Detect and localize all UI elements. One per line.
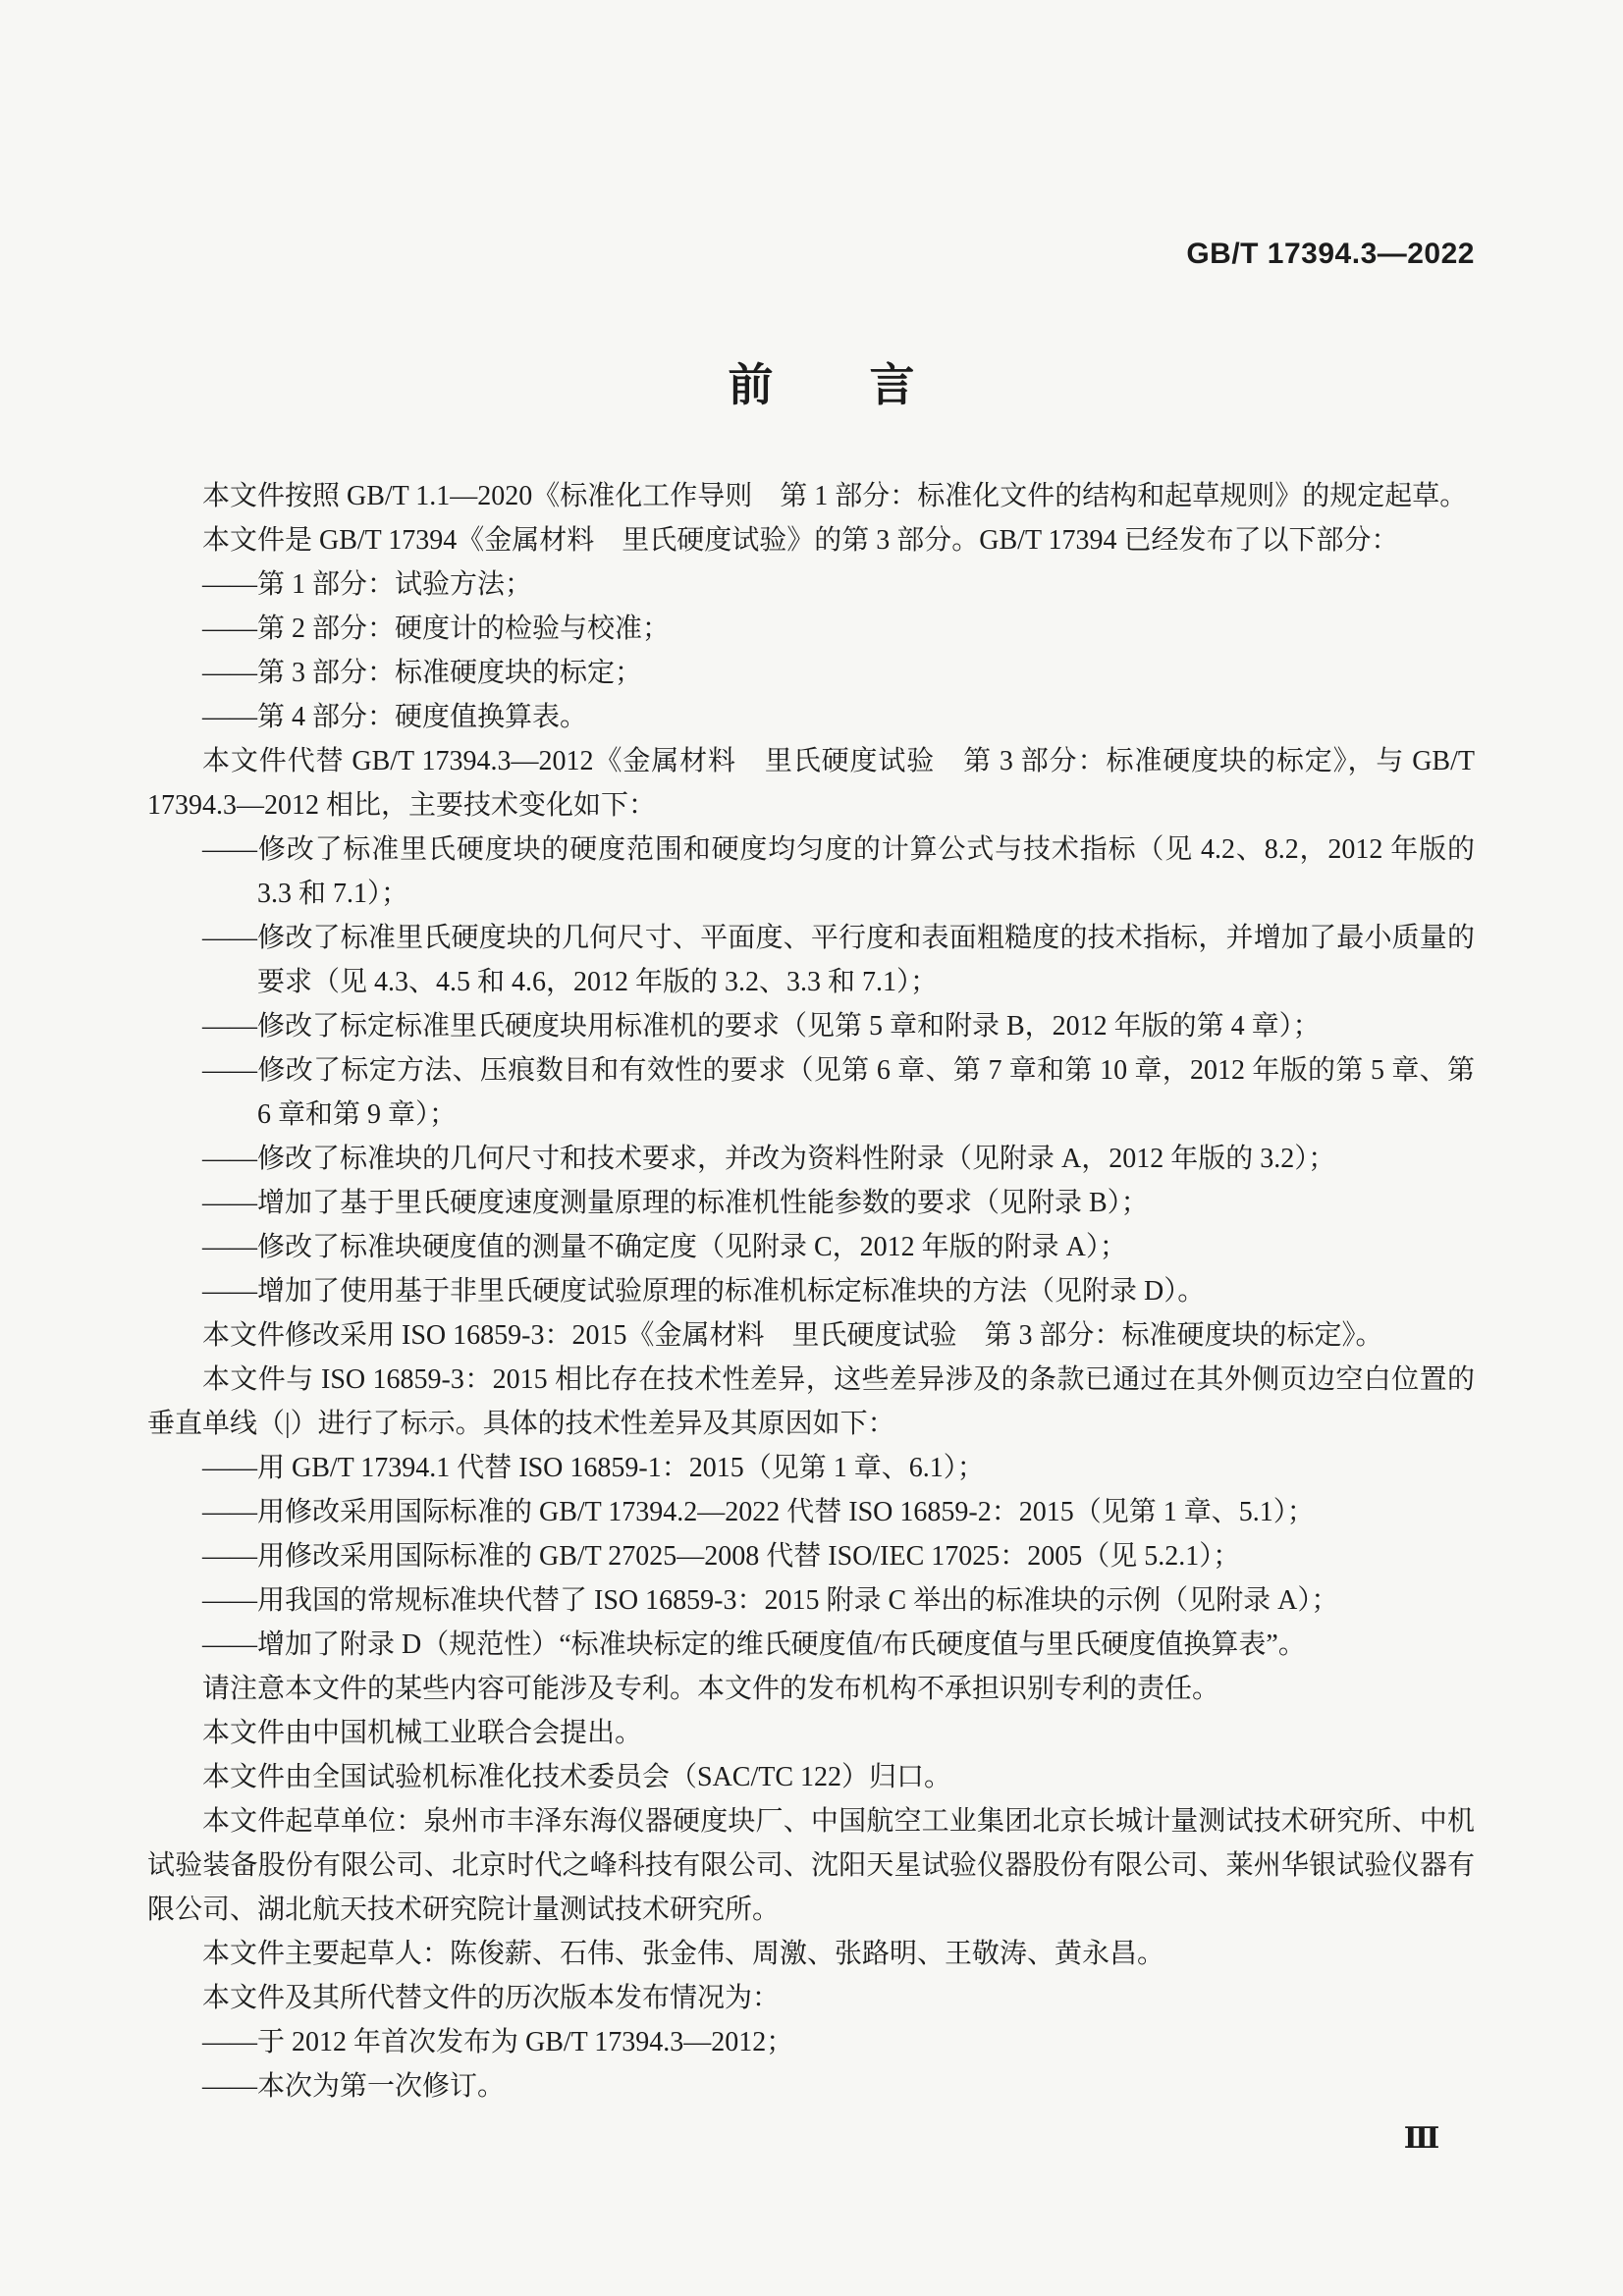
dash-list-item: ——于 2012 年首次发布为 GB/T 17394.3—2012； bbox=[202, 2027, 794, 2057]
dash-list-item: ——修改了标准里氏硬度块的硬度范围和硬度均匀度的计算公式与技术指标（见 4.2、8.2，2012 年版的 3.3 和 7.1）； bbox=[202, 834, 1475, 909]
dash-list-item: ——第 4 部分：硬度值换算表。 bbox=[202, 702, 588, 732]
standard-code-header: GB/T 17394.3—2022 bbox=[1186, 238, 1475, 270]
paragraph: 本文件及其所代替文件的历次版本发布情况为： bbox=[202, 1983, 781, 2013]
dash-list-item: ——增加了使用基于非里氏硬度试验原理的标准机标定标准块的方法（见附录 D）。 bbox=[202, 1276, 1206, 1307]
paragraph: 本文件由全国试验机标准化技术委员会（SAC/TC 122）归口。 bbox=[202, 1762, 952, 1792]
paragraph: 本文件是 GB/T 17394《金属材料 里氏硬度试验》的第 3 部分。GB/T 17394 已经发布了以下部分： bbox=[202, 525, 1399, 556]
dash-list-item: ——用修改采用国际标准的 GB/T 27025—2008 代替 ISO/IEC 17025：2005（见 5.2.1）； bbox=[202, 1541, 1241, 1572]
dash-list-item: ——第 1 部分：试验方法； bbox=[202, 569, 533, 600]
dash-list-item: ——修改了标定标准里氏硬度块用标准机的要求（见第 5 章和附录 B，2012 年版的第 4 章）； bbox=[202, 1011, 1321, 1041]
dash-list-item: ——修改了标准里氏硬度块的几何尺寸、平面度、平行度和表面粗糙度的技术指标，并增加了最小质量的要求（见 4.3、4.5 和 4.6，2012 年版的 3.2、3.3 和 7.1）； bbox=[202, 923, 1475, 997]
foreword-title: 前 言 bbox=[728, 359, 917, 410]
dash-list-item: ——用我国的常规标准块代替了 ISO 16859-3：2015 附录 C 举出的标准块的示例（见附录 A）； bbox=[202, 1585, 1339, 1616]
dash-list-item: ——用 GB/T 17394.1 代替 ISO 16859-1：2015（见第 1 章、6.1）； bbox=[202, 1453, 985, 1483]
paragraph: 本文件按照 GB/T 1.1—2020《标准化工作导则 第 1 部分：标准化文件的结构和起草规则》的规定起草。 bbox=[202, 481, 1468, 511]
dash-list-item: ——第 2 部分：硬度计的检验与校准； bbox=[202, 614, 671, 644]
paragraph: 本文件主要起草人：陈俊薪、石伟、张金伟、周激、张路明、王敬涛、黄永昌。 bbox=[202, 1939, 1165, 1969]
paragraph: 本文件由中国机械工业联合会提出。 bbox=[202, 1718, 643, 1748]
dash-list-item: ——修改了标准块的几何尺寸和技术要求，并改为资料性附录（见附录 A，2012 年版的 3.2）； bbox=[202, 1144, 1336, 1174]
dash-list-item: ——第 3 部分：标准硬度块的标定； bbox=[202, 658, 643, 688]
dash-list-item: ——用修改采用国际标准的 GB/T 17394.2—2022 代替 ISO 16859-2：2015（见第 1 章、5.1）； bbox=[202, 1497, 1315, 1527]
page-number: Ⅲ bbox=[1403, 2122, 1440, 2155]
dash-list-item: ——增加了附录 D（规范性）“标准块标定的维氏硬度值/布氏硬度值与里氏硬度值换算表”。 bbox=[202, 1629, 1306, 1660]
dash-list-item: ——修改了标定方法、压痕数目和有效性的要求（见第 6 章、第 7 章和第 10 章，2012 年版的第 5 章、第 6 章和第 9 章）； bbox=[202, 1055, 1475, 1130]
paragraph: 本文件修改采用 ISO 16859-3：2015《金属材料 里氏硬度试验 第 3 部分：标准硬度块的标定》。 bbox=[202, 1320, 1383, 1351]
dash-list-item: ——本次为第一次修订。 bbox=[202, 2071, 506, 2102]
dash-list-item: ——修改了标准块硬度值的测量不确定度（见附录 C，2012 年版的附录 A）； bbox=[202, 1232, 1127, 1262]
paragraph: 本文件代替 GB/T 17394.3—2012《金属材料 里氏硬度试验 第 3 部分：标准硬度块的标定》，与 GB/T 17394.3—2012 相比，主要技术变化如下： bbox=[147, 746, 1475, 821]
foreword-body bbox=[147, 474, 1475, 2109]
dash-list-item: ——增加了基于里氏硬度速度测量原理的标准机性能参数的要求（见附录 B）； bbox=[202, 1188, 1149, 1218]
paragraph: 本文件与 ISO 16859-3：2015 相比存在技术性差异，这些差异涉及的条款已通过在其外侧页边空白位置的垂直单线（|）进行了标示。具体的技术性差异及其原因如下： bbox=[147, 1364, 1475, 1439]
paragraph: 请注意本文件的某些内容可能涉及专利。本文件的发布机构不承担识别专利的责任。 bbox=[202, 1674, 1220, 1704]
paragraph: 本文件起草单位：泉州市丰泽东海仪器硬度块厂、中国航空工业集团北京长城计量测试技术研究所、中机试验装备股份有限公司、北京时代之峰科技有限公司、沈阳天星试验仪器股份有限公司、莱州华银试验仪器有限公司、湖北航天技术研究院计量测试技术研究所。 bbox=[147, 1806, 1475, 1925]
